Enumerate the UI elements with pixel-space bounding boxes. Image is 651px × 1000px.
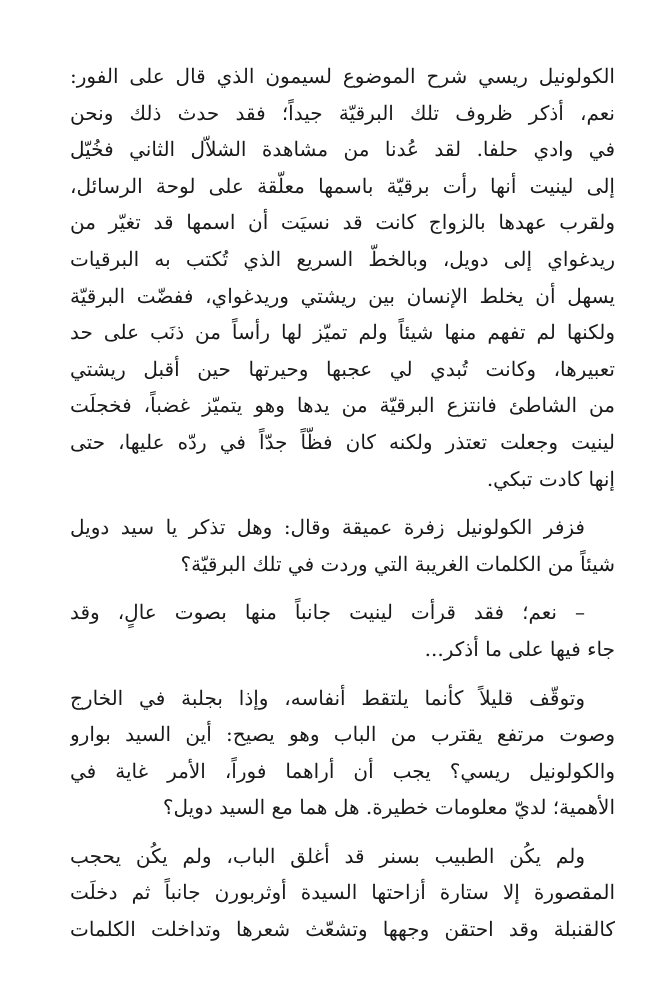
book-page: [70, 58, 615, 948]
paragraph-gap: [70, 668, 615, 680]
paragraph-4: [70, 680, 615, 826]
text-line: الكولونيل ريسي شرح الموضوع لسيمون الذي قال على الفور:: [70, 64, 615, 88]
text-line: المقصورة إلا ستارة أزاحتها السيدة أوثربورن جانباً ثم دخلَت: [70, 880, 615, 905]
text-line: جاء فيها على ما أذكر...: [424, 636, 615, 661]
text-line: ولقرب عهدها بالزواج كانت قد نسيَت أن اسمها قد تغيّر من: [70, 210, 615, 235]
text-line: الأهمية؛ لديّ معلومات خطيرة. هل هما مع السيد دويل؟: [162, 795, 615, 820]
text-line: فزفر الكولونيل زفرة عميقة وقال: وهل تذكر يا سيد دويل: [70, 515, 585, 540]
text-line: كالقنبلة وقد احتقن وجهها وتشعّث شعرها وتداخلت الكلمات: [70, 917, 615, 942]
text-line: والكولونيل ريسي؟ يجب أن أراهما فوراً، الأمر غاية في: [70, 758, 615, 783]
text-line: نعم، أذكر ظروف تلك البرقيّة جيداً؛ فقد حدث ذلك ونحن: [70, 100, 615, 125]
text-line: يسهل أن يخلط الإنسان بين ريشتي وريدغواي، ففضّت البرقيّة: [70, 283, 615, 308]
text-line: ريدغواي إلى دويل، وبالخطّ السريع الذي تُكتب به البرقيات: [70, 246, 615, 271]
text-line: – نعم؛ فقد قرأت لينيت جانباً منها بصوت عالٍ، وقد: [70, 600, 585, 625]
text-line: وتوقّف قليلاً كأنما يلتقط أنفاسه، وإذا بجلبة في الخارج: [70, 685, 585, 710]
text-line: ولكنها لم تفهم منها شيئاً ولم تميّز لها رأساً من ذنَب على حد: [70, 320, 615, 345]
paragraph-5: [70, 838, 615, 948]
paragraph-3: [70, 594, 615, 667]
paragraph-gap: [70, 582, 615, 594]
text-line: ولم يكُن الطبيب بسنر قد أغلق الباب، ولم يكُن يحجب: [70, 843, 585, 868]
text-line: لينيت وجعلت تعتذر ولكنه كان فظّاً جدّاً في ردّه عليها، حتى: [70, 429, 615, 454]
text-line: في وادي حلفا. لقد عُدنا من مشاهدة الشلاّل الثاني فخُيّل: [70, 137, 615, 162]
paragraph-2: [70, 509, 615, 582]
text-line: إلى لينيت أنها رأت برقيّة باسمها معلّقة على لوحة الرسائل،: [70, 173, 615, 198]
text-line: إنها كادت تبكي.: [486, 466, 615, 491]
paragraph-gap: [70, 497, 615, 509]
text-line: من الشاطئ فانتزع البرقيّة من يدها وهو يتميّز غضباً، فخجلَت: [70, 393, 615, 418]
text-line: شيئاً من الكلمات الغريبة التي وردت في تلك البرقيّة؟: [180, 551, 615, 576]
text-line: تعبيرها، وكانت تُبدي لي عجبها وحيرتها حين أقبل ريشتي: [70, 356, 615, 381]
paragraph-1: [70, 58, 615, 497]
text-line: وصوت مرتفع يقترب من الباب وهو يصيح: أين السيد بوارو: [70, 722, 615, 747]
paragraph-gap: [70, 826, 615, 838]
